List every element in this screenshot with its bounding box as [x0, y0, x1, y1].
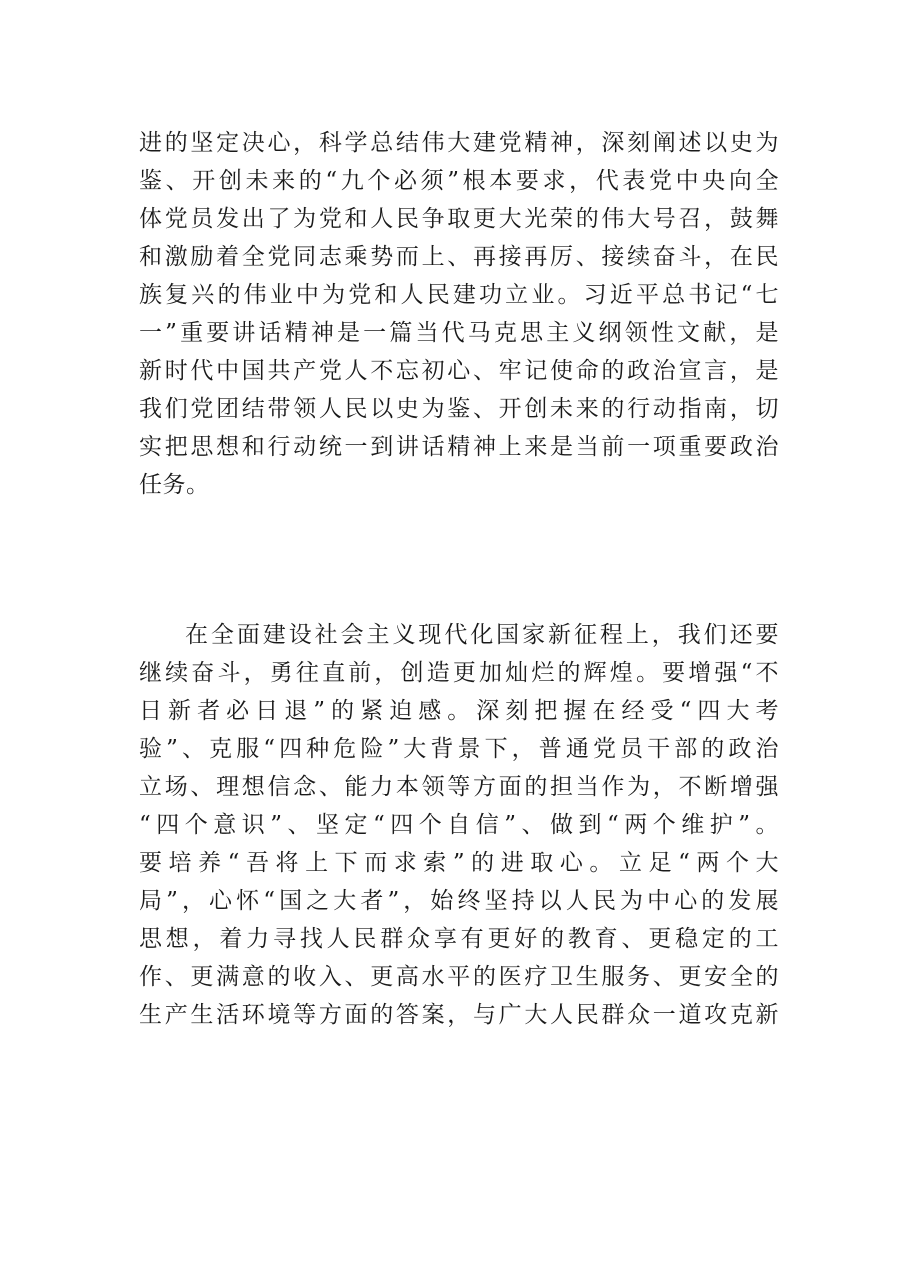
paragraph-1 — [139, 124, 779, 504]
text-line: 任务。 — [139, 472, 210, 498]
text-line: 实把思想和行动统一到讲话精神上来是当前一项重要政治 — [139, 434, 779, 460]
text-line: 生产生活环境等方面的答案，与广大人民群众一道攻克新 — [139, 1002, 779, 1028]
text-line: 族复兴的伟业中为党和人民建功立业。习近平总书记“七 — [139, 282, 779, 308]
text-line: 进的坚定决心，科学总结伟大建党精神，深刻阐述以史为 — [139, 130, 779, 156]
text-line: 新时代中国共产党人不忘初心、牢记使命的政治宣言，是 — [139, 358, 779, 384]
text-line: 立场、理想信念、能力本领等方面的担当作为，不断增强 — [139, 774, 779, 800]
text-line: 我们党团结带领人民以史为鉴、开创未来的行动指南，切 — [139, 396, 779, 422]
text-line: 思想，着力寻找人民群众享有更好的教育、更稳定的工 — [139, 926, 779, 952]
text-line: “四个意识”、坚定“四个自信”、做到“两个维护”。 — [139, 812, 779, 838]
paragraph-2 — [139, 616, 779, 1034]
text-line: 和激励着全党同志乘势而上、再接再厉、接续奋斗，在民 — [139, 244, 779, 270]
text-line: 鉴、开创未来的“九个必须”根本要求，代表党中央向全 — [139, 168, 779, 194]
text-line: 在全面建设社会主义现代化国家新征程上，我们还要 — [185, 622, 779, 648]
text-line: 作、更满意的收入、更高水平的医疗卫生服务、更安全的 — [139, 964, 779, 990]
text-line: 验”、克服“四种危险”大背景下，普通党员干部的政治 — [139, 736, 779, 762]
text-line: 继续奋斗，勇往直前，创造更加灿烂的辉煌。要增强“不 — [139, 660, 779, 686]
text-line: 日新者必日退”的紧迫感。深刻把握在经受“四大考 — [139, 698, 779, 724]
text-line: 要培养“吾将上下而求索”的进取心。立足“两个大 — [139, 850, 779, 876]
text-line: 一”重要讲话精神是一篇当代马克思主义纲领性文献，是 — [139, 320, 779, 346]
text-line: 局”，心怀“国之大者”，始终坚持以人民为中心的发展 — [139, 888, 779, 914]
text-line: 体党员发出了为党和人民争取更大光荣的伟大号召，鼓舞 — [139, 206, 779, 232]
